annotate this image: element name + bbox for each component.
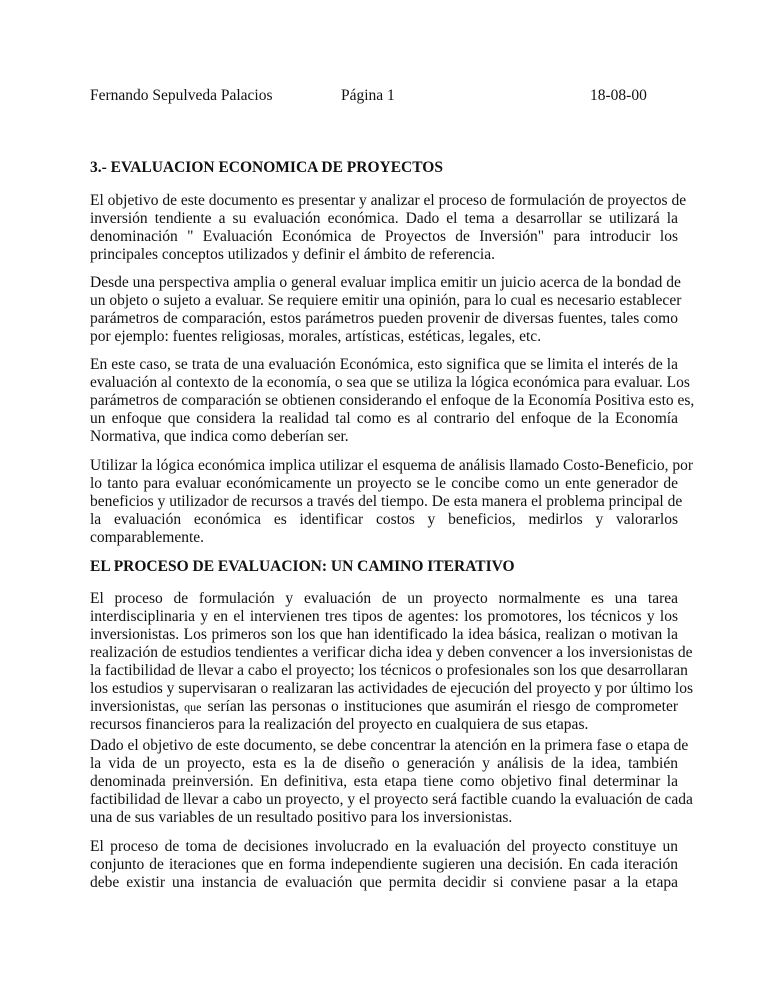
text-line: El proceso de formulación y evaluación de un proyecto normalmente es una tarea [90,590,678,607]
text-line: los estudios y supervisaran o realizaran las actividades de ejecución del proyecto y por último los [90,680,694,697]
text-line: la evaluación económica es identificar costos y beneficios, medirlos y valorarlos [90,511,678,528]
text-line: El proceso de toma de decisiones involucrado en la evaluación del proyecto constituye un [90,838,678,855]
text-line: evaluación al contexto de la economía, o sea que se utiliza la lógica económica para evaluar. Los [90,374,690,391]
text-line: factibilidad de llevar a cabo un proyecto, y el proyecto será factible cuando la evaluación de cada [90,791,693,808]
text-line: El objetivo de este documento es presentar y analizar el proceso de formulación de proyectos de [90,192,687,209]
text-line: un objeto o sujeto a evaluar. Se requiere emitir una opinión, para lo cual es necesario establecer [90,292,682,309]
text-line: parámetros de comparación se obtienen considerando el enfoque de la Economía Positiva esto es, [90,392,695,409]
text-line: En este caso, se trata de una evaluación Económica, esto significa que se limita el interés de la [90,356,678,373]
text-line: denominada preinversión. En definitiva, esta etapa tiene como objetivo final determinar la [90,773,678,790]
text-line: lo tanto para evaluar económicamente un proyecto se le concibe como un ente generador de [90,475,678,492]
text-line: por ejemplo: fuentes religiosas, morales, artísticas, estéticas, legales, etc. [90,328,542,345]
text-fragment: serían las personas o instituciones que asumirán el riesgo de comprometer [207,698,678,715]
text-line: beneficios y utilizador de recursos a través del tiempo. De esta manera el problema principal de [90,493,683,510]
text-line: Utilizar la lógica económica implica utilizar el esquema de análisis llamado Costo-Beneficio, por [90,457,694,474]
text-line: Dado el objetivo de este documento, se debe concentrar la atención en la primera fase o etapa de [90,737,689,754]
text-line-mixed [90,698,678,716]
paragraph-economic-evaluation [90,356,695,446]
section-title: 3.- EVALUACION ECONOMICA DE PROYECTOS [90,159,443,176]
text-line: una de sus variables de un resultado positivo para los inversionistas. [90,809,513,826]
text-line: parámetros de comparación, estos parámetros pueden provenir de diversas fuentes, tales como [90,310,678,327]
text-line: Normativa, que indica como deberían ser. [90,428,349,445]
text-line: conjunto de iteraciones que en forma independiente sugieren una decisión. En cada iteración [90,856,678,873]
text-line: denominación " Evaluación Económica de Proyectos de Inversión" para introducir los [90,228,678,245]
text-line: realización de estudios tendientes a verificar dicha idea y deben convencer a los inversionistas de [90,644,693,661]
text-fragment-small: que [184,700,202,714]
text-line: comparablemente. [90,529,205,546]
text-line: la factibilidad de llevar a cabo el proyecto; los técnicos o profesionales son los que desarrollaran [90,662,688,679]
paragraph-decision-process [90,838,678,892]
text-line: un enfoque que considera la realidad tal como es al contrario del enfoque de la Economía [90,410,678,427]
text-line: interdisciplinaria y en el intervienen tres tipos de agentes: los promotores, los técnicos y los [90,608,678,625]
text-fragment: inversionistas, [90,698,180,715]
header-date: 18-08-00 [590,87,647,104]
header-author: Fernando Sepulveda Palacios [90,87,273,104]
text-line: inversionistas. Los primeros son los que han identificado la idea básica, realizan o motivan la [90,626,678,643]
paragraph-preinvestment [90,737,693,827]
paragraph-perspective [90,274,682,346]
paragraph-process-agents [90,590,694,734]
text-line: inversión tendiente a su evaluación económica. Dado el tema a desarrollar se utilizará la [90,210,678,227]
paragraph-objective [90,192,687,264]
text-line: debe existir una instancia de evaluación que permita decidir si conviene pasar a la etapa [90,874,678,891]
header-page-number: Página 1 [341,87,395,104]
paragraph-cost-benefit [90,457,694,547]
text-line: recursos financieros para la realización del proyecto en cualquiera de sus etapas. [90,716,589,733]
text-line: la vida de un proyecto, esta es la de diseño o generación y análisis de la idea, también [90,755,678,772]
text-line: principales conceptos utilizados y definir el ámbito de referencia. [90,246,495,263]
text-line: Desde una perspectiva amplia o general evaluar implica emitir un juicio acerca de la bondad de [90,274,681,291]
subsection-title: EL PROCESO DE EVALUACION: UN CAMINO ITERATIVO [90,558,515,575]
